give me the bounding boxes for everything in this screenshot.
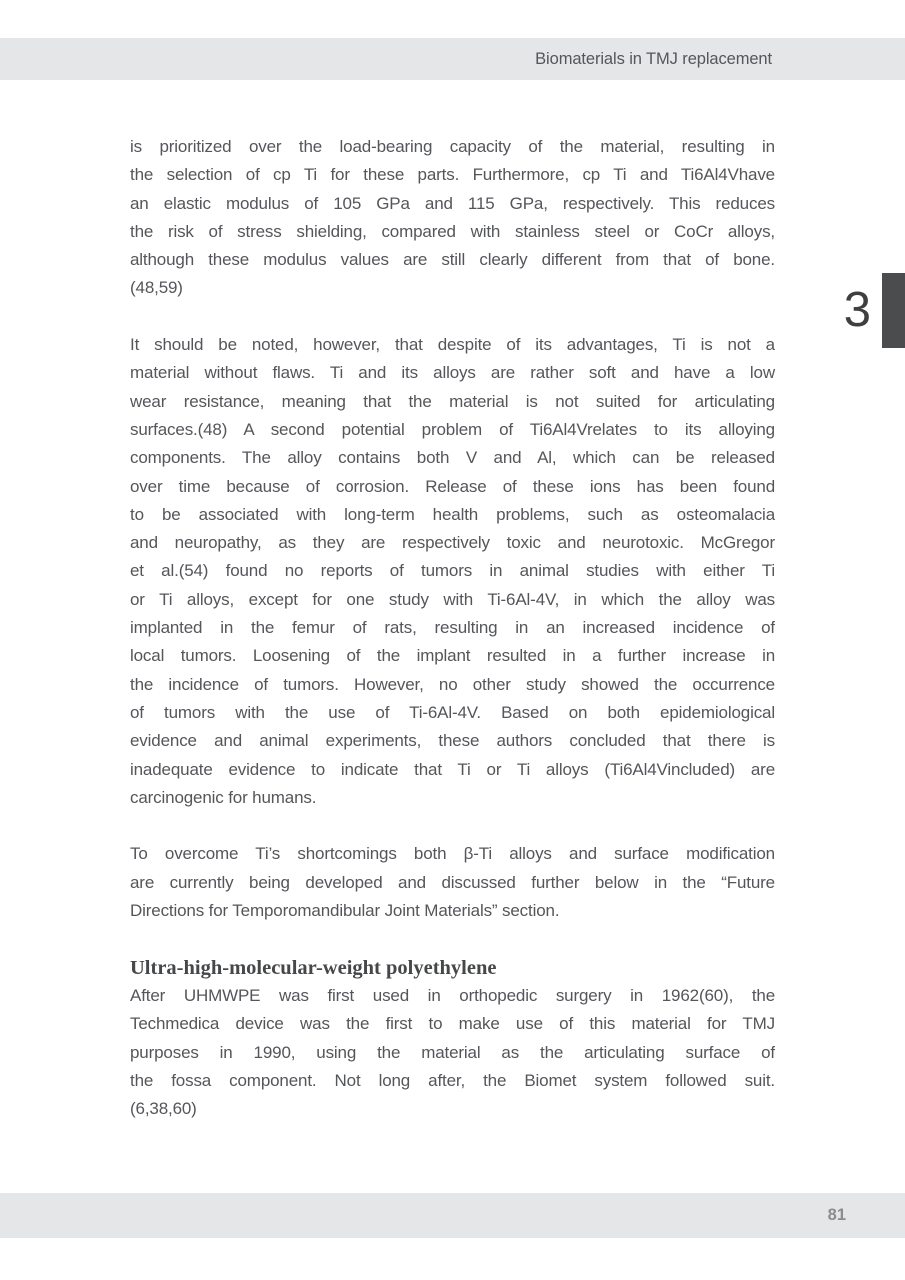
paragraph	[130, 331, 775, 812]
text-line: It should be noted, however, that despite of its advantages, Ti is not a	[130, 335, 775, 355]
text-line: components. The alloy contains both V and Al, which can be released	[130, 448, 775, 468]
page-body	[130, 133, 775, 1123]
text-line: wear resistance, meaning that the material is not suited for articulating	[130, 391, 775, 411]
section-heading: Ultra-high-molecular-weight polyethylene	[130, 956, 497, 979]
text-line: (48,59)	[130, 278, 183, 298]
text-line: to be associated with long-term health problems, such as osteomalacia	[130, 504, 775, 524]
page-number: 81	[827, 1206, 846, 1224]
text-line: Techmedica device was the first to make use of this material for TMJ	[130, 1014, 775, 1034]
text-line: are currently being developed and discussed further below in the “Future	[130, 872, 775, 892]
text-line: the fossa component. Not long after, the Biomet system followed suit.	[130, 1070, 775, 1090]
paragraph	[130, 982, 775, 1123]
text-line: After UHMWPE was first used in orthopedic surgery in 1962(60), the	[130, 985, 775, 1005]
text-line: and neuropathy, as they are respectively toxic and neurotoxic. McGregor	[130, 533, 775, 553]
text-line: material without flaws. Ti and its alloys are rather soft and have a low	[130, 363, 775, 383]
text-line: purposes in 1990, using the material as the articulating surface of	[130, 1042, 775, 1062]
text-line: evidence and animal experiments, these authors concluded that there is	[130, 731, 775, 751]
text-line: or Ti alloys, except for one study with Ti-6Al-4V, in which the alloy was	[130, 589, 775, 609]
text-line: carcinogenic for humans.	[130, 787, 317, 807]
text-line: an elastic modulus of 105 GPa and 115 GPa, respectively. This reduces	[130, 193, 775, 213]
text-line: local tumors. Loosening of the implant resulted in a further increase in	[130, 646, 775, 666]
text-line: the risk of stress shielding, compared with stainless steel or CoCr alloys,	[130, 221, 775, 241]
running-header-bar	[0, 38, 905, 80]
chapter-tab	[844, 273, 905, 348]
text-line: although these modulus values are still clearly different from that of bone.	[130, 250, 775, 270]
text-line: is prioritized over the load-bearing capacity of the material, resulting in	[130, 137, 775, 156]
text-line: implanted in the femur of rats, resulting in an increased incidence of	[130, 618, 775, 638]
chapter-tab-marker	[882, 273, 905, 348]
text-line: inadequate evidence to indicate that Ti or Ti alloys (Ti6Al4Vincluded) are	[130, 759, 775, 779]
text-line: surfaces.(48) A second potential problem of Ti6Al4Vrelates to its alloying	[130, 419, 775, 439]
chapter-number: 3	[843, 283, 871, 337]
text-line: et al.(54) found no reports of tumors in animal studies with either Ti	[130, 561, 775, 581]
paragraph	[130, 133, 775, 303]
page-footer-bar	[0, 1193, 905, 1238]
text-line: over time because of corrosion. Release of these ions has been found	[130, 476, 775, 496]
text-line: the selection of cp Ti for these parts. Furthermore, cp Ti and Ti6Al4Vhave	[130, 165, 775, 185]
text-line: To overcome Ti’s shortcomings both β-Ti alloys and surface modification	[130, 844, 775, 864]
text-line: (6,38,60)	[130, 1099, 197, 1119]
running-header-title: Biomaterials in TMJ replacement	[535, 49, 772, 68]
text-line: of tumors with the use of Ti-6Al-4V. Based on both epidemiological	[130, 702, 775, 722]
text-line: Directions for Temporomandibular Joint Materials” section.	[130, 901, 560, 921]
text-line: the incidence of tumors. However, no other study showed the occurrence	[130, 674, 775, 694]
paragraph	[130, 840, 775, 925]
